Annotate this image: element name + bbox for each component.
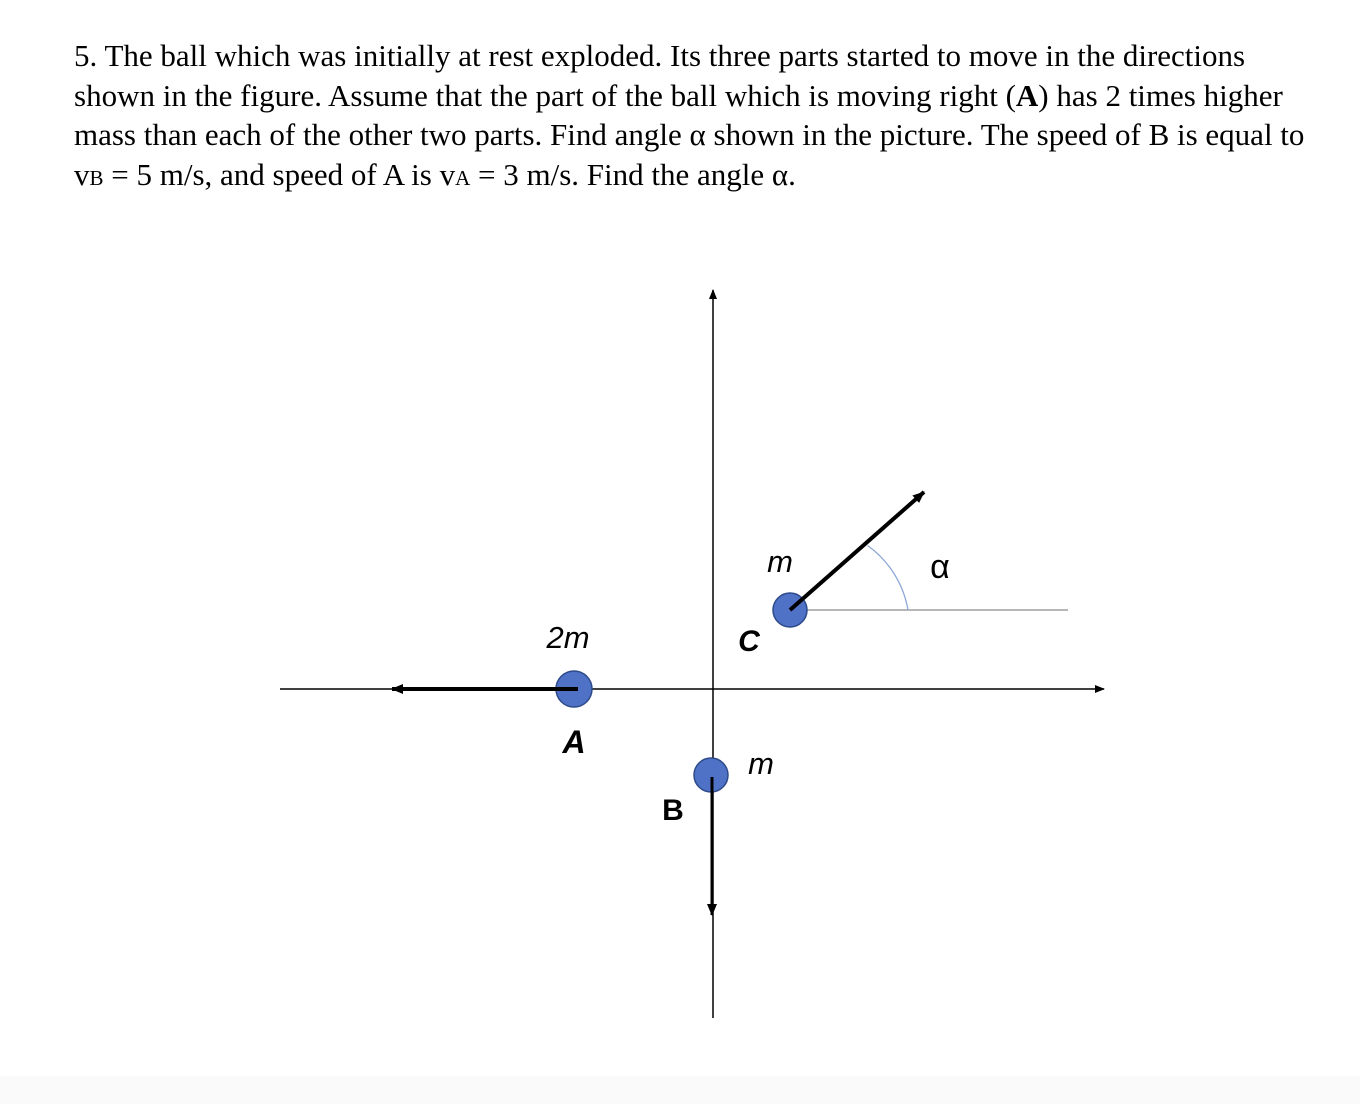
problem-text-4: = 3 m/s. Find the angle α.	[470, 156, 796, 192]
problem-text-3: = 5 m/s, and speed of A is v	[103, 156, 456, 192]
label-name-b: B	[662, 794, 684, 827]
label-mass-a: 2m	[546, 620, 590, 655]
label-name-a: A	[562, 724, 586, 760]
subscript-b: B	[89, 165, 104, 190]
subscript-a: A	[455, 165, 471, 190]
problem-text-2: ) has 2 times higher mass than each of the other two parts. Find angle α shown in the picture. The speed of B is equal to v	[74, 77, 1305, 192]
footer-strip	[0, 1076, 1360, 1104]
problem-text-1: 5. The ball which was initially at rest exploded. Its three parts started to move in the directions shown in the figure. Assume that the part of the ball which is moving right (	[74, 38, 1246, 113]
alpha-angle-arc	[868, 546, 909, 611]
label-mass-c: m	[767, 544, 793, 579]
label-name-c: C	[738, 625, 760, 658]
label-alpha: α	[930, 548, 950, 586]
problem-bold-a: A	[1015, 77, 1039, 113]
label-mass-b: m	[748, 746, 774, 781]
